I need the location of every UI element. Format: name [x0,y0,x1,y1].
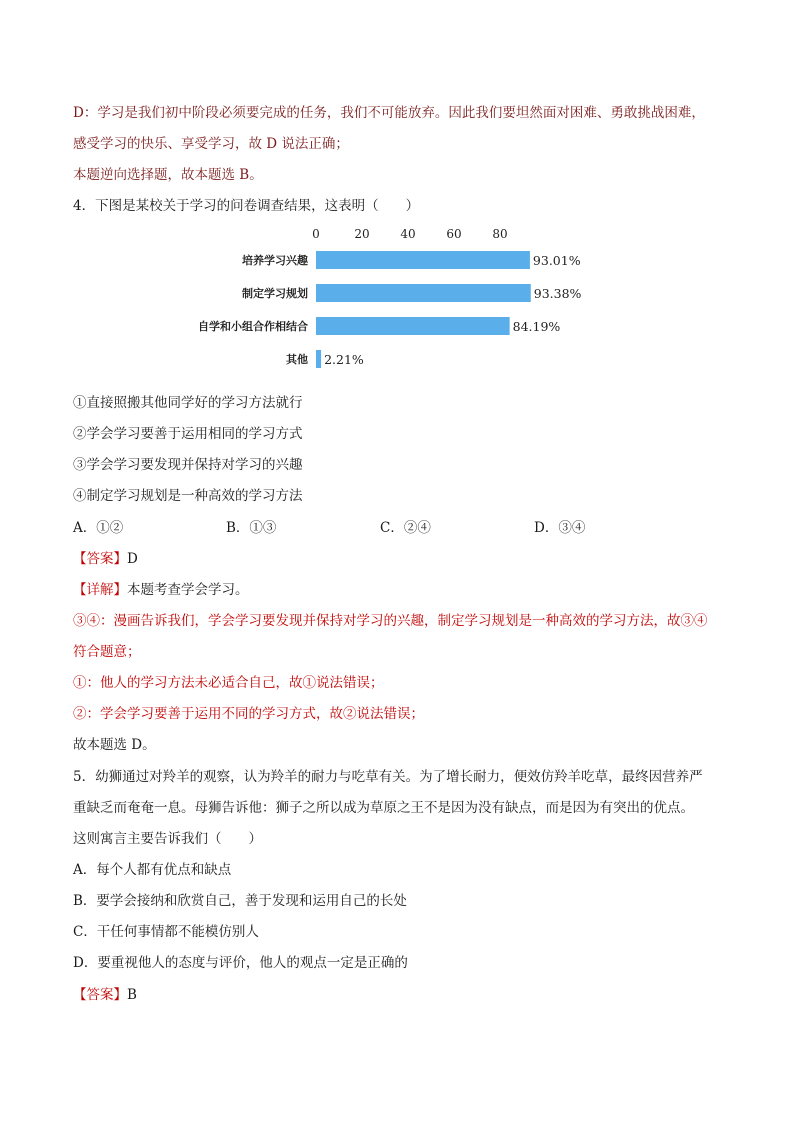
prev-conclusion: 本题逆向选择题，故本题选 B。 [73,167,263,183]
q4-stem: 4．下图是某校关于学习的问卷调查结果，这表明（ ） [73,198,420,214]
q5-stem-line3: 这则寓言主要告诉我们（ ） [73,831,262,847]
x-tick-label: 20 [354,227,370,241]
q4-item-4: ④制定学习规划是一种高效的学习方法 [73,488,303,504]
answer-value: D [127,551,138,567]
q5-stem-line1: 5．幼狮通过对羚羊的观察，认为羚羊的耐力与吃草有关。为了增长耐力，便效仿羚羊吃草，最终因营养严 [73,769,703,785]
q4-explanation-3: ②：学会学习要善于运用不同的学习方式，故②说法错误； [73,706,424,722]
detail-text: 本题考查学会学习。 [127,582,249,598]
x-axis-ticks [312,227,507,241]
q4-option-d: D．③④ [534,520,586,536]
category-label: 自学和小组合作相结合 [198,320,308,333]
q4-option-b: B．①③ [226,520,277,536]
answer-value: B [127,987,137,1003]
q5-option-c: C．干任何事情都不能模仿别人 [73,924,259,940]
q4-conclusion: 故本题选 D。 [73,737,156,753]
q5-stem-line2: 重缺乏而奄奄一息。母狮告诉他：狮子之所以成为草原之王不是因为没有缺点，而是因为有突出的优点。 [73,800,694,816]
x-tick-label: 0 [312,227,320,241]
category-label: 培养学习兴趣 [242,254,308,267]
q5-option-b: B．要学会接纳和欣赏自己，善于发现和运用自己的长处 [73,893,407,909]
category-label: 制定学习规划 [242,287,308,300]
q4-option-a: A．①② [73,520,124,536]
answer-tag: 【答案】 [73,987,127,1003]
q4-explanation-1a: ③④：漫画告诉我们，学会学习要发现并保持对学习的兴趣，制定学习规划是一种高效的学习方法，故③④ [73,613,708,629]
q5-option-d: D．要重视他人的态度与评价，他人的观点一定是正确的 [73,955,408,971]
value-label: 84.19% [512,319,561,334]
q5-answer [73,985,137,1005]
q4-item-2: ②学会学习要善于运用相同的学习方式 [73,426,303,442]
x-tick-label: 60 [446,227,462,241]
value-label: 93.38% [533,286,582,301]
value-label: 2.21% [324,352,364,367]
category-label: 其他 [286,353,308,366]
prev-d-line1: D：学习是我们初中阶段必须要完成的任务，我们不可能放弃。因此我们要坦然面对困难、勇敢挑战困难， [73,105,705,121]
bar [316,350,321,368]
value-label: 93.01% [532,253,581,268]
q4-answer [73,549,138,569]
q4-option-c: C．②④ [380,520,431,536]
prev-d-line2: 感受学习的快乐、享受学习，故 D 说法正确； [73,136,349,152]
bar [316,284,531,302]
survey-bar-chart [190,222,610,382]
q4-item-1: ①直接照搬其他同学好的学习方法就行 [73,395,303,411]
answer-tag: 【答案】 [73,551,127,567]
value-labels [324,253,581,367]
category-labels [198,253,308,366]
detail-tag: 【详解】 [73,582,127,598]
bars [316,251,531,368]
q4-explanation-1b: 符合题意； [73,644,141,660]
q5-option-a: A．每个人都有优点和缺点 [73,862,232,878]
x-tick-label: 40 [400,227,416,241]
q4-explanation-2: ①：他人的学习方法未必适合自己，故①说法错误； [73,675,384,691]
x-tick-label: 80 [492,227,508,241]
q4-item-3: ③学会学习要发现并保持对学习的兴趣 [73,457,303,473]
q4-detail [73,580,249,600]
bar [316,317,510,335]
bar [316,251,530,269]
